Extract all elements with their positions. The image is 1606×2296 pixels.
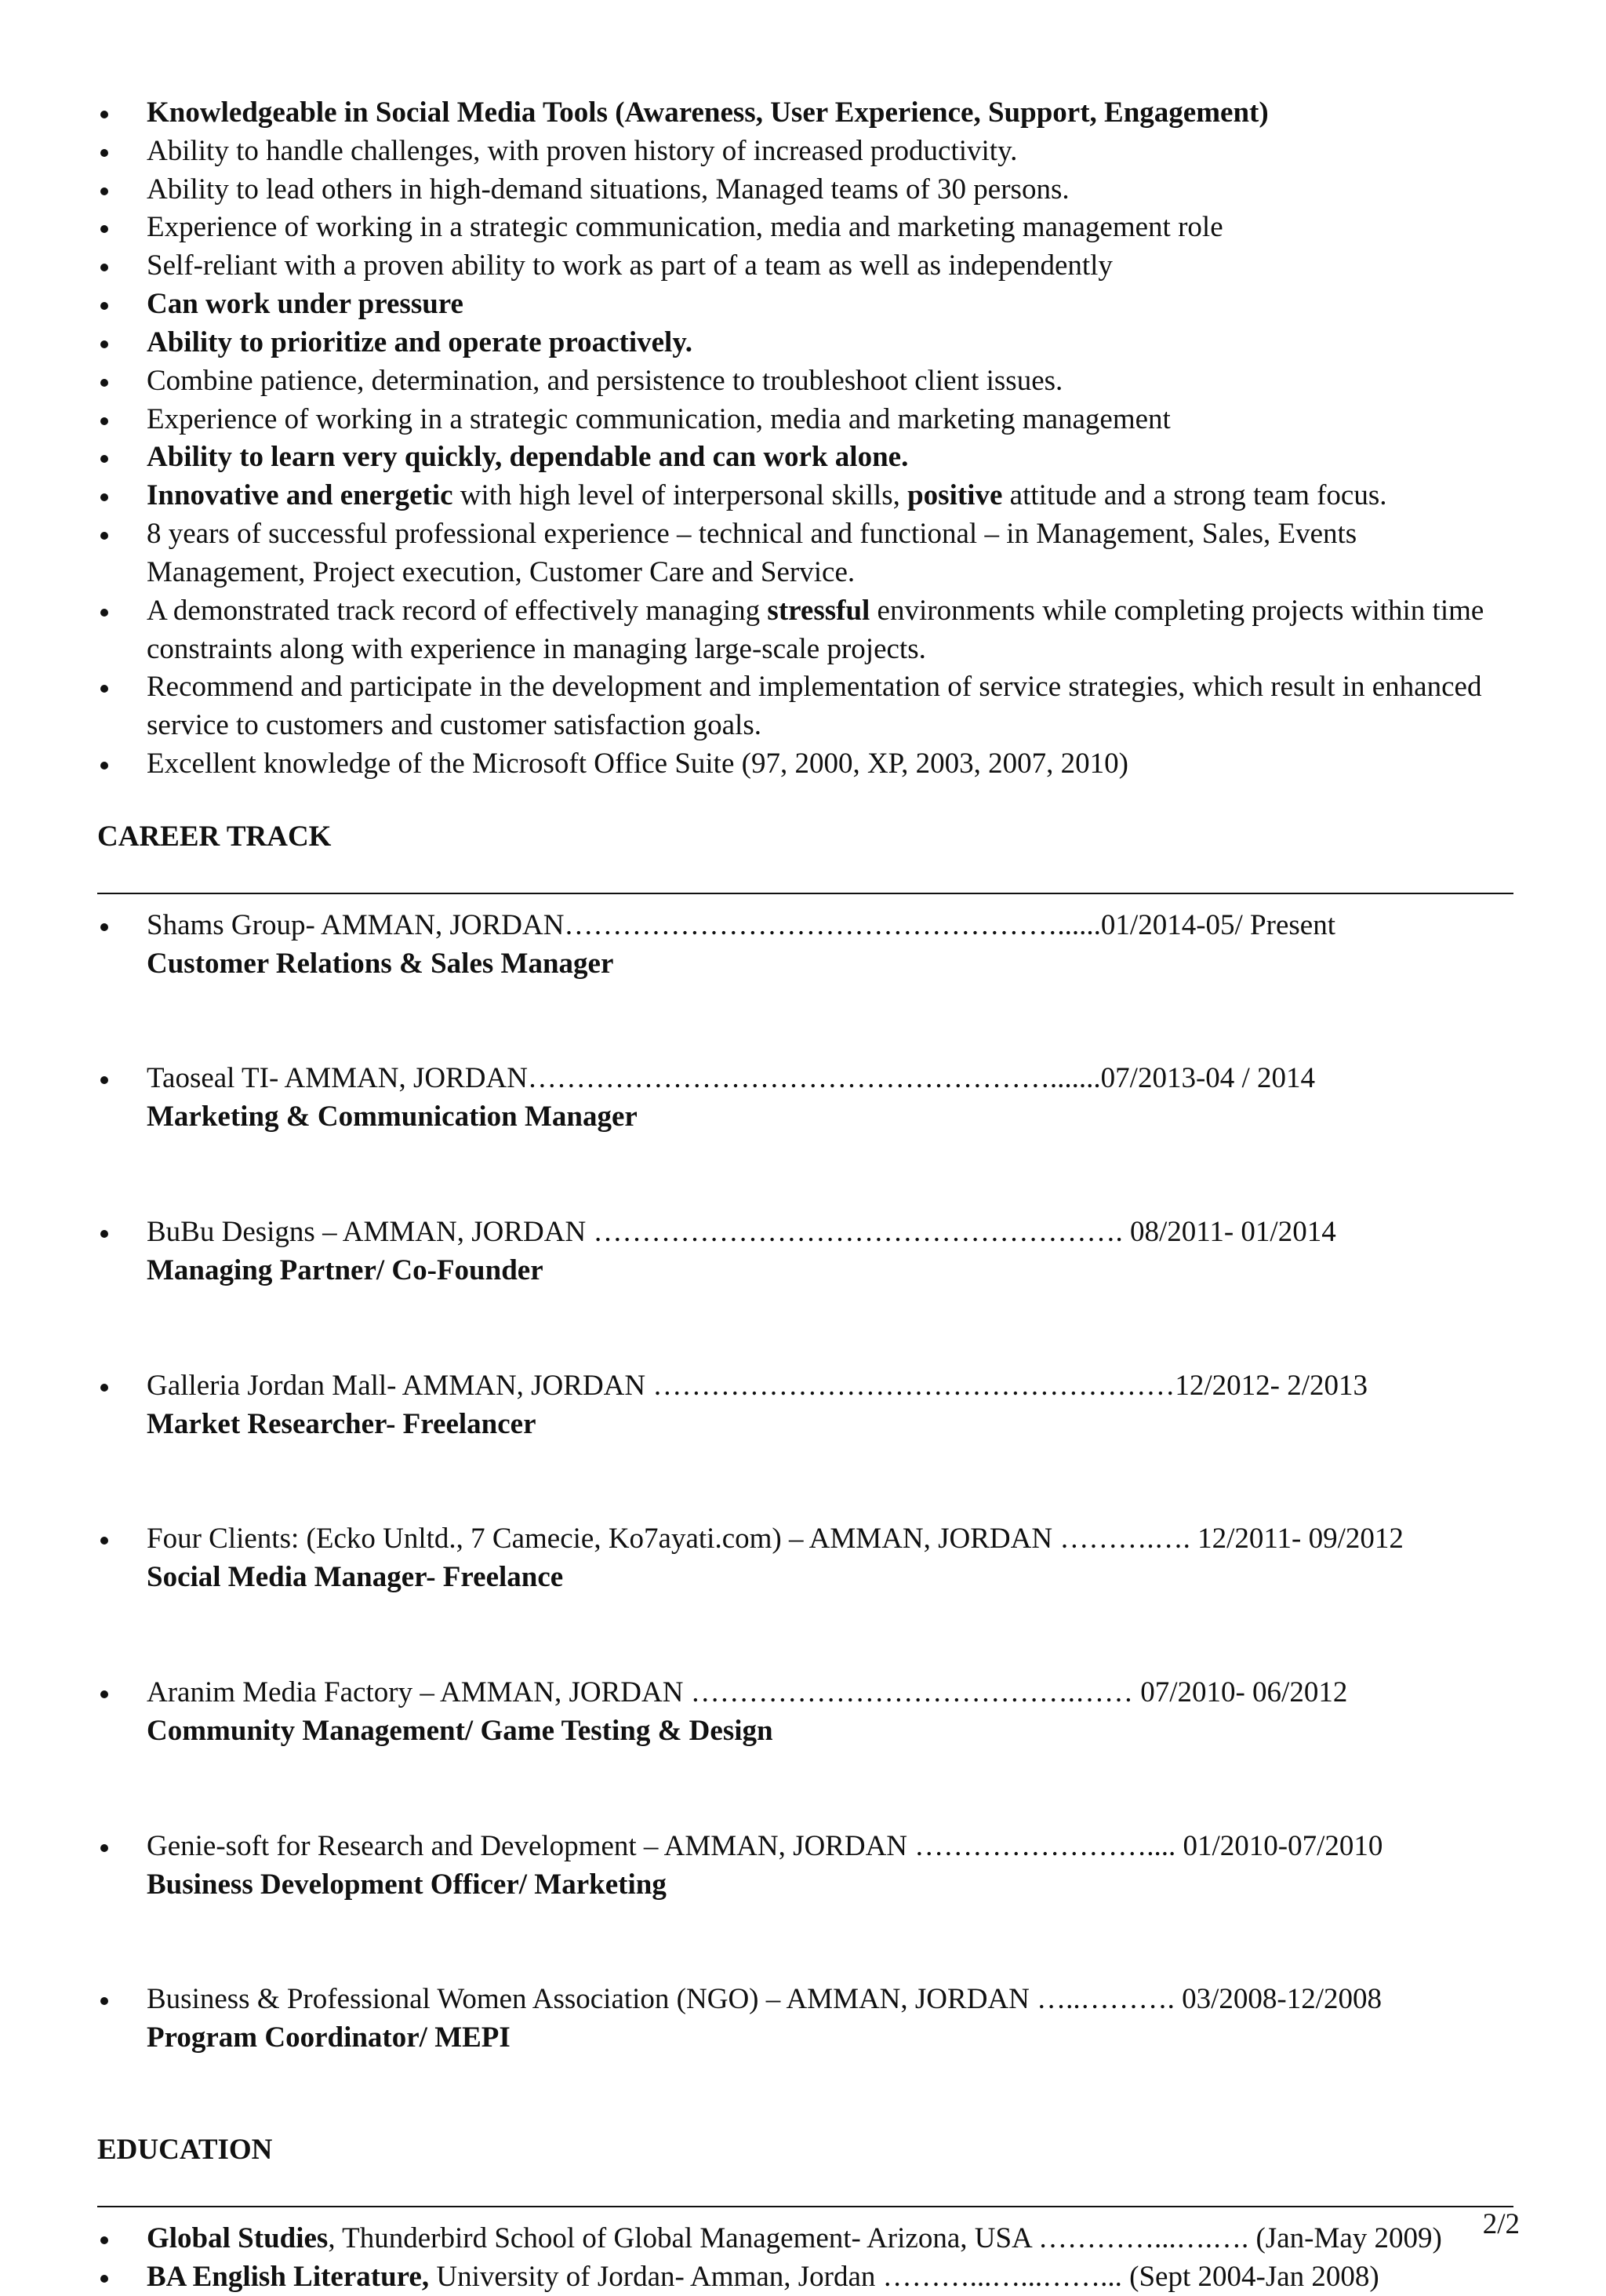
skill-item: [97, 515, 1513, 592]
skill-item: [97, 592, 1513, 669]
skill-text-bold: Knowledgeable in Social Media Tools (Awareness, User Experience, Support, Engagement): [147, 96, 1269, 129]
career-role: Market Researcher- Freelancer: [147, 1407, 536, 1440]
career-role: Social Media Manager- Freelance: [147, 1561, 564, 1594]
career-role: Community Management/ Game Testing & Design: [147, 1714, 773, 1747]
career-role: Program Coordinator/ MEPI: [147, 2021, 511, 2054]
career-item: [97, 1367, 1513, 1444]
skill-item: [97, 247, 1513, 286]
career-item: [97, 1674, 1513, 1751]
skill-item: [97, 401, 1513, 439]
career-role: Marketing & Communication Manager: [147, 1101, 638, 1133]
career-employer-line: Four Clients: (Ecko Unltd., 7 Camecie, Ko7ayati.com) – AMMAN, JORDAN ……….…. 12/2011- 09/2012: [147, 1523, 1404, 1556]
career-employer-line: Aranim Media Factory – AMMAN, JORDAN ………………………………….…… 07/2010- 06/2012: [147, 1676, 1348, 1709]
skill-text-bold: Can work under pressure: [147, 288, 463, 321]
education-section-title: EDUCATION: [97, 2133, 273, 2166]
skill-text-bold: stressful: [767, 594, 870, 627]
skill-item: [97, 133, 1513, 171]
skill-item: [97, 745, 1513, 784]
skill-text: Recommend and participate in the development and implementation of service strategies, which result in enhanced service to customers and customer satisfaction goals.: [147, 671, 1482, 742]
career-item: [97, 1060, 1513, 1137]
skill-item: [97, 324, 1513, 362]
skills-list: [97, 94, 1513, 784]
education-item: [97, 2258, 1513, 2296]
career-item: [97, 1828, 1513, 1905]
career-item: [97, 1213, 1513, 1290]
skill-item: [97, 477, 1513, 515]
skill-text: 8 years of successful professional experience – technical and functional – in Management, Sales, Events Management, Project execution, Customer Care and Service.: [147, 518, 1357, 588]
skill-text: attitude and a strong team focus.: [1002, 479, 1387, 512]
education-degree: BA English Literature,: [147, 2260, 430, 2293]
skill-text-bold: positive: [907, 479, 1003, 512]
skill-text: with high level of interpersonal skills,: [452, 479, 908, 512]
career-item: [97, 907, 1513, 984]
skill-item: [97, 94, 1513, 133]
skill-text: Excellent knowledge of the Microsoft Office Suite (97, 2000, XP, 2003, 2007, 2010): [147, 748, 1128, 780]
education-list: [97, 2220, 1513, 2296]
skill-item: [97, 438, 1513, 477]
career-employer-line: Taoseal TI- AMMAN, JORDAN……………………………………………….......07/2013-04 / 2014: [147, 1062, 1316, 1095]
career-employer-line: Shams Group- AMMAN, JORDAN……………………………………………......01/2014-05/ Present: [147, 908, 1335, 941]
career-role: Managing Partner/ Co-Founder: [147, 1254, 543, 1286]
career-employer-line: Genie-soft for Research and Development – AMMAN, JORDAN …………………….... 01/2010-07/2010: [147, 1829, 1383, 1862]
skill-text: Ability to lead others in high-demand situations, Managed teams of 30 persons.: [147, 173, 1070, 206]
career-employer-line: Galleria Jordan Mall- AMMAN, JORDAN ………………………………………………12/2012- 2/2013: [147, 1369, 1368, 1402]
skill-item: [97, 362, 1513, 401]
career-list: [97, 907, 1513, 2058]
career-item: [97, 1520, 1513, 1597]
career-item: [97, 1981, 1513, 2058]
skill-text: Ability to handle challenges, with proven history of increased productivity.: [147, 134, 1018, 167]
education-item: [97, 2220, 1513, 2258]
education-details: , Thunderbird School of Global Management- Arizona, USA …………...….…. (Jan-May 2009): [328, 2221, 1442, 2254]
page-number: 2/2: [1482, 2208, 1520, 2240]
skill-item: [97, 668, 1513, 745]
skill-text-bold: Innovative and energetic: [147, 479, 453, 512]
career-employer-line: BuBu Designs – AMMAN, JORDAN ………………………………………………. 08/2011- 01/2014: [147, 1216, 1336, 1249]
education-degree: Global Studies: [147, 2221, 329, 2254]
career-employer-line: Business & Professional Women Association (NGO) – AMMAN, JORDAN …..………. 03/2008-12/2008: [147, 1983, 1382, 2016]
skill-text-bold: Ability to prioritize and operate proactively.: [147, 326, 693, 358]
skill-text: Experience of working in a strategic communication, media and marketing management role: [147, 211, 1223, 244]
skill-item: [97, 286, 1513, 324]
skill-text: Combine patience, determination, and persistence to troubleshoot client issues.: [147, 364, 1063, 397]
skill-item: [97, 171, 1513, 209]
career-section-title: CAREER TRACK: [97, 820, 332, 853]
skill-text: Self-reliant with a proven ability to work as part of a team as well as independently: [147, 249, 1113, 282]
page-content: [97, 94, 1513, 2296]
education-details: University of Jordan- Amman, Jordan ………...…...……... (Sept 2004-Jan 2008): [429, 2260, 1379, 2293]
skill-text: environments while completing projects within time constraints along with experience in managing large-scale projects.: [147, 594, 1484, 665]
skill-item: [97, 209, 1513, 247]
career-role: Business Development Officer/ Marketing: [147, 1868, 667, 1901]
skill-text-bold: Ability to learn very quickly, dependable and can work alone.: [147, 441, 909, 474]
skill-text: A demonstrated track record of effectively managing: [147, 594, 768, 627]
career-role: Customer Relations & Sales Manager: [147, 947, 614, 980]
skill-text: Experience of working in a strategic communication, media and marketing management: [147, 402, 1171, 435]
